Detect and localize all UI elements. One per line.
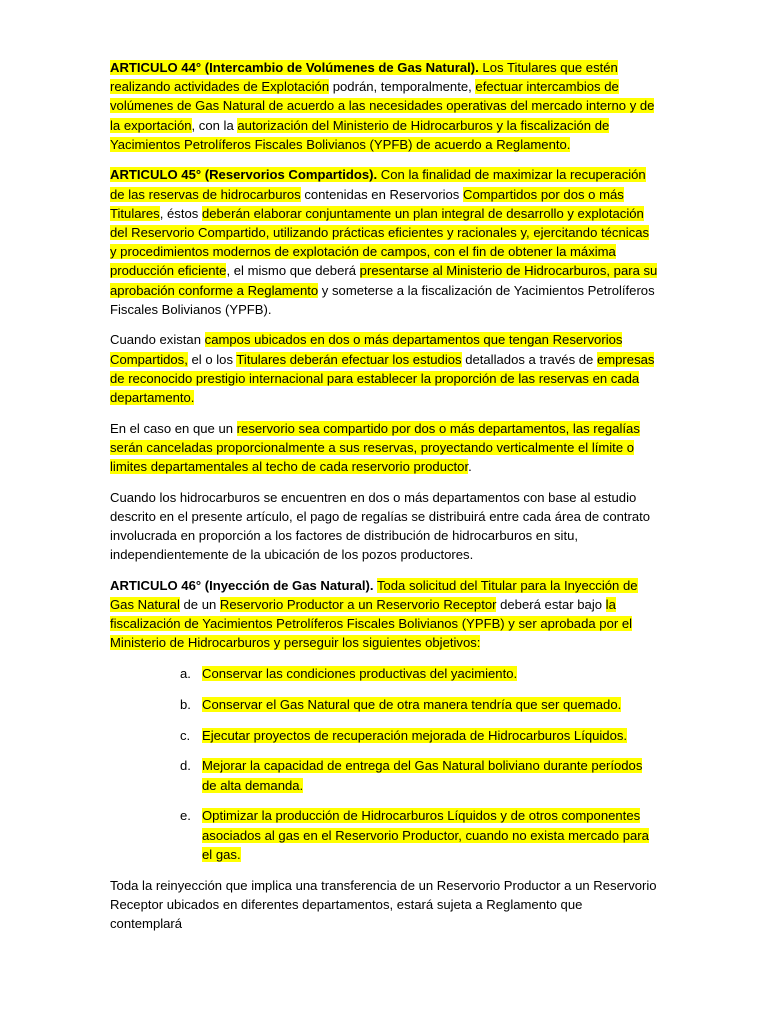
article-45-text-6: , el mismo que deberá <box>226 263 360 279</box>
list-item <box>110 664 658 683</box>
list-item <box>110 756 658 794</box>
article-45-text-1: Con la finalidad de maximizar la recuperación de las reservas de hidrocarburos <box>110 167 646 202</box>
shared-fields-paragraph <box>110 330 658 407</box>
list-marker: e. <box>180 808 191 824</box>
distribution-paragraph <box>110 488 658 565</box>
article-46-text-6: la fiscalización de Yacimientos Petrolíferos Fiscales Bolivianos (YPFB) y ser aprobada por el Ministerio de Hidrocarburos y perseguir los siguientes objetivos: <box>110 597 633 651</box>
list-item <box>110 806 658 864</box>
article-44-paragraph <box>110 58 658 154</box>
shared-fields-text-1: Cuando existan <box>110 332 205 348</box>
article-46-heading: ARTICULO 46° (Inyección de Gas Natural). <box>110 577 374 593</box>
article-44-text-5: autorización del Ministerio de Hidrocarburos y la fiscalización de Yacimientos Petrolíferos Fiscales Bolivianos (YPFB) de acuerdo a Reglamento. <box>110 117 610 152</box>
royalties-text-3: . <box>468 459 472 475</box>
article-44-text-2: podrán, temporalmente, <box>329 79 476 95</box>
article-44-text-3: efectuar intercambios de volúmenes de Gas Natural de acuerdo a las necesidades operativas del mercado interno y de la exportación <box>110 79 655 133</box>
objectives-list <box>110 664 658 864</box>
article-46-text-3: de un <box>179 597 220 613</box>
list-item-text: Ejecutar proyectos de recuperación mejorada de Hidrocarburos Líquidos. <box>202 727 628 743</box>
article-44-text-4: , con la <box>191 117 238 133</box>
article-45-heading: ARTICULO 45° (Reservorios Compartidos). <box>110 167 378 183</box>
article-45-text-7: presentarse al Ministerio de Hidrocarburos, para su aprobación conforme a Reglamento <box>110 263 658 298</box>
article-44-heading: ARTICULO 44° (Intercambio de Volúmenes de Gas Natural). <box>110 60 479 75</box>
royalties-text-2: reservorio sea compartido por dos o más departamentos, las regalías serán canceladas proporcionalmente a sus reservas, proyectando verticalmente el límite o limites departamentales al techo de cada reservorio productor <box>110 420 640 475</box>
list-item-text: Optimizar la producción de Hidrocarburos Líquidos y de otros componentes asociados al gas en el Reservorio Productor, cuando no exista mercado para el gas. <box>202 808 649 862</box>
article-46-text-2: Toda solicitud del Titular para la Inyección de Gas Natural <box>110 577 638 613</box>
list-marker: c. <box>180 727 191 743</box>
reinjection-text: Toda la reinyección que implica una transferencia de un Reservorio Productor a un Reservorio Receptor ubicados en diferentes departamentos, estará sujeta a Reglamento que contemplará <box>110 877 657 932</box>
article-45-text-5: deberán elaborar conjuntamente un plan integral de desarrollo y explotación del Reservorio Compartido, utilizando prácticas eficientes y racionales y, ejercitando técnicas y procedimientos modernos de explotación de campos, con el fin de obtener la máxima producción eficiente <box>110 205 650 279</box>
shared-fields-text-2: campos ubicados en dos o más departamentos que tengan Reservorios Compartidos, <box>110 332 623 367</box>
article-44-text-1: Los Titulares que estén realizando actividades de Explotación <box>110 60 618 95</box>
list-item <box>110 726 658 745</box>
article-46-text-4: Reservorio Productor a un Reservorio Receptor <box>219 597 497 613</box>
shared-fields-text-3: el o los <box>187 351 237 367</box>
royalties-paragraph <box>110 419 658 477</box>
list-item <box>110 695 658 714</box>
article-45-text-4: , éstos <box>159 205 202 221</box>
list-item-text: Mejorar la capacidad de entrega del Gas Natural boliviano durante períodos de alta demanda. <box>202 758 643 793</box>
list-item-text: Conservar las condiciones productivas del yacimiento. <box>202 666 518 682</box>
list-marker: b. <box>180 696 191 712</box>
reinjection-paragraph <box>110 876 658 934</box>
royalties-text-1: En el caso en que un <box>110 420 237 436</box>
article-45-paragraph <box>110 165 658 319</box>
list-marker: a. <box>180 666 191 682</box>
article-46-text-5: deberá estar bajo <box>496 597 606 613</box>
list-marker: d. <box>180 758 191 774</box>
shared-fields-text-4: Titulares deberán efectuar los estudios <box>236 351 462 367</box>
article-45-text-3: Compartidos por dos o más Titulares <box>110 186 624 221</box>
shared-fields-text-5: detallados a través de <box>461 351 597 367</box>
shared-fields-text-6: empresas de reconocido prestigio internacional para establecer la proporción de las reservas en cada departamento. <box>110 351 655 406</box>
article-46-paragraph <box>110 576 658 653</box>
list-item-text: Conservar el Gas Natural que de otra manera tendría que ser quemado. <box>202 696 622 712</box>
distribution-text: Cuando los hidrocarburos se encuentren en dos o más departamentos con base al estudio descrito en el presente artículo, el pago de regalías se distribuirá entre cada área de contrato involucrada en proporción a los factores de distribución de hidrocarburos en situ, independientemente de la ubicación de los pozos productores. <box>110 489 651 563</box>
article-45-text-2: contenidas en Reservorios <box>300 186 463 202</box>
document-page <box>110 58 658 945</box>
article-45-text-8: y someterse a la fiscalización de Yacimientos Petrolíferos Fiscales Bolivianos (YPFB). <box>110 282 655 317</box>
